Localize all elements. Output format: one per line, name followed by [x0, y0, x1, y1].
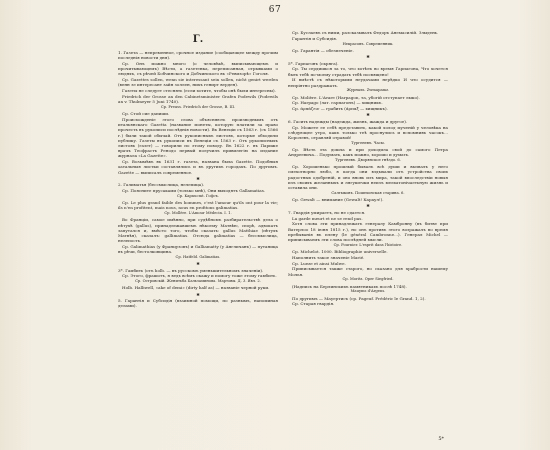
entry-text: Ср. Гарантія — обезпеченіе. [292, 47, 354, 53]
source-citation: Ср. Mollère. L'Amour Médecin. I. 1. [164, 211, 232, 216]
entry-text: Ср. Поясните прусаками (только мнѣ), Они выходятъ Gallamatias. [122, 188, 266, 194]
entry-text: La garde meurt et ne se rend pas. [292, 215, 363, 221]
entry-text: Holb. Halliwell, «ake of demi» (dirty half as) — названіе черной руки. [122, 285, 270, 291]
source-citation: Салтыковъ. Пошехонская старина. 6. [331, 190, 405, 195]
source-citation: Журналь. Zwmapamz. [346, 88, 390, 93]
entry-text: Ср. Michelot. 1000. Bibliographie universelle. [292, 248, 388, 254]
printer-signature: 5* [438, 436, 444, 442]
entry-text: (Надпись на Берлинскихъ памятникахъ послѣ 1748). [292, 283, 407, 289]
entry-separator: ✱ [196, 261, 200, 267]
entry-text: Ср. άρπάζειν — грабить (άρπαξ — хищникъ). [292, 106, 388, 112]
source-citation: Ср. Moritz. Oper Siegfried. [342, 277, 394, 282]
source-citation: Тургеневъ. Дворянское гнѣздо. 6. [335, 158, 401, 162]
entry-text: Ср. Galimathias (у Французовъ) и Galliamatty (у Англичанъ) — путаница въ рѣчи, бестолковщина. [118, 243, 278, 255]
entry-text: Friedrich der Grosse an den Cabinetsminister Grafen Podewils (Podewils an v. Thulmeyer 5 Juni 1740). [118, 94, 278, 105]
entry-text: Ср. Хорошенько прошлый бывалъ всѣ души и вызвалъ у него смехотворно любо, я когда они вздыхали отъ устройства своих радостных одобреній, и оно вновь изъ мира, такой впоследствіи новыя изъ своихъ желанныхъ и лягушечки неизъ мелхатонічаетьную жизнь и оставила они. [288, 164, 448, 191]
entry-text: Наполнить такое значеніе Marié. [292, 254, 365, 260]
entry-separator: ✱ [366, 54, 370, 59]
section-letter: Г. [192, 34, 204, 45]
entry-text: Ср. Возымѣвъ въ 1631 г. газета, названа была Gazette. Подобныя ѳатальныя листки составлялись и въ другихъ городахъ. По другимъ. Gazette — выписалъ современное. [118, 159, 278, 175]
entry-text: Ср. Онъ можно много (о человѣкѣ, выписывающемъ и прочитывающемъ) Вѣсти, а газетенка, переписанная, отрывками о людяхъ, съ рѣчей Бобчинского и Добчинского въ «Ревизорѣ» Гоголя. [118, 61, 278, 77]
entry-heading: 1. Газета — непременное, срочное издание (сообщающее между прочим последнія новости дня). [118, 50, 278, 61]
entry-text: По другимъ — Мауертисъ (ср. Pageuf. Frédéric le Grand. 1, 2). [292, 295, 426, 301]
source-citation: Ср. Preuss. Friedrich der Grosse, B. III. [160, 105, 236, 109]
source-citation: Ср. Hatfeld. Galimatias. [175, 254, 221, 259]
entry-text: Ср. Gazettes sollen, wenn sie interessant sein sollen, nicht genirt werden (венн зе интересант зайн золлен, нихъ генирт верден). [118, 77, 278, 88]
source-citation: Некрасовъ. Современник. [342, 41, 394, 46]
entry-text: Ср. Harpago (лат. гарпагонъ) — хищникъ. [292, 100, 383, 106]
entry-text: Ср. Le plus grand faible des hommes, c'est l'amour qu'ils ont pour la vie; ils n'en profitent, mais nous, nous en profitons galimatias. [118, 200, 278, 211]
source-citation: Ср. Kapnucmt. Гофсъ. [176, 193, 220, 198]
page-number: 67 [268, 5, 282, 15]
entry-heading: 7. Гвардія умираетъ, но не сдается. [288, 209, 366, 215]
entry-separator: ✱ [196, 175, 200, 181]
entry-text: Хотя слова эти принадлежатъ генералу Камбронну (въ битве при Ватерлоо 18 іюня 1815 г.), но онъ противъ этого возражалъ во время пребыванія въ плену (le général Cambronne...). Генерал Michel — приписываемъ эти слова послѣдней мысли. [288, 221, 448, 242]
entry-separator: ✱ [366, 112, 370, 118]
entry-heading: 5*. Гарпагонъ (скряга). [288, 60, 339, 66]
entry-text: Происхожденіе этого слова объясняють производнымъ отъ итальянскаго Gazetta (название монеты, которую платили за право прочесть въ рукописи послѣднія новости). Въ Венеціи съ 1563 г. (съ 1566 г.) были такой обычай. Отъ рукописныхъ листовъ, которые обходили публику. Газеты въ рукописи въ Венеціи съ 1563 г. Отъ рукописныхъ листовъ (газет) — говорили по этому поводу. Въ 1622 г. въ Париже врачъ Теофрастъ Ренодо первый получилъ привилегію на издание журнала «La Gazette». [118, 117, 278, 159]
entry-separator: ✱ [196, 291, 200, 297]
entry-text: Ср. Gewalt — внимание (Gewalt! Караул!). [292, 197, 384, 203]
right-column [288, 30, 448, 309]
source-citation: Тургеневъ. Часы. [351, 140, 385, 145]
entry-text: Ср. Ты сердишься за то, что хотѣлъ во время Гарпагона, Что хочется быть тебѣ по-моему страдать тебѣ посвящено! [288, 66, 448, 77]
entry-text: И вмѣстѣ съ нѣкоторыми неудачами нерѣдко И что осудится — непріятно раздражать. [288, 77, 448, 88]
entry-text: Приписывается также старого, но сказано для храбрости нашему Молья. [288, 266, 448, 277]
entry-separator: ✱ [366, 203, 370, 209]
entry-text: Гарантія и Субсидія. [292, 35, 338, 41]
source-citation: Mauyms d'Argens. [350, 289, 386, 294]
source-citation: Ср. Fournier. L'esprit dans l'histoire. [333, 242, 403, 247]
entry-text: Ср. Старая гвардія. [292, 301, 335, 307]
entry-text: Ср. Стой сие дапиши. [122, 111, 170, 117]
entry-text: Ср. Можете ее себѣ представить, какой холод мученій у человѣка на слѣдующее утро, какъ только теѣ проснулись и вспомнивъ часокъ... Королевъ, отравляй отравой! [288, 124, 448, 140]
entry-text: Ср. Вѣсть эта дошла и при доходила свой до самого Петра Андреевича... Подумать, какъ можно, хорошо и думать. [288, 147, 448, 158]
entry-text: Ср. Lueze et ainsi Mulwe. [292, 260, 346, 266]
entry-heading: 2. Галиматья (бессмыслица, нелепица). [118, 182, 205, 188]
entry-text: Ср. Этого, фрашотъ, я ведь всѣмъ скажу и помогу тоже этому гамбить. [122, 273, 277, 279]
entry-heading: 5. Гарантія и Субсидія (взаимной помощи, по разнымъ, напоминая делами). [118, 298, 278, 309]
entry-text: Ср. Буслаевъ съ ними, разсказывалъ Федоръ Анемасилій. Злыдень. [292, 30, 439, 35]
left-column [118, 30, 278, 309]
entry-text: Газеты не следует стеснять (если хотите, чтобы онѣ были интересны). [122, 88, 276, 94]
entry-heading: 6. Гасить надежды (надежда, жизнь, жажда и другое). [288, 118, 408, 124]
source-citation: Ср. Островскій. Женитьба Бальзаминова. Мартовы. Д. 3. Явл. 2. [135, 279, 261, 284]
columns [118, 30, 448, 309]
entry-text: Ср. Molière. L'Avare (Harpagon, та, убогій отступает лыко). [292, 94, 420, 100]
entry-heading: 3*. Гамбить (отъ holb. — въ русскомъ уменьшительномъ значеніи). [118, 267, 264, 273]
entry-text: Во Франціи, самое имѣнно, при судѣбномъ разбирательствѣ дела о пѣтухѣ (gallus), принадлежавшемъ нѣкоему Матвѣю, спорѣ, адвокатъ запутался и, вмѣсто того, чтобы сказать: gallus Matthiae (пѣтухъ Матвѣя), сказалъ: gallimatias. Отсюда galimatias — бессмыслица, нелепость. [118, 217, 278, 244]
